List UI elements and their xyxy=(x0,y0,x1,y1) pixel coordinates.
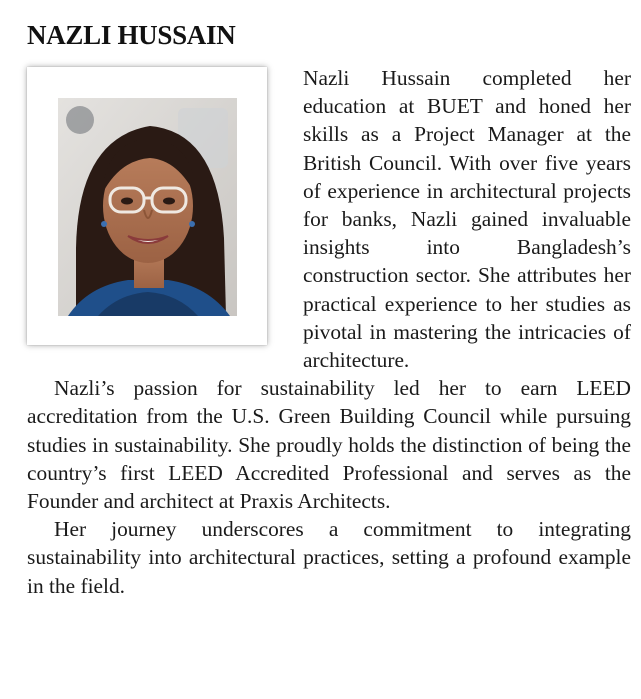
article-body xyxy=(27,64,631,600)
portrait-frame xyxy=(27,67,267,345)
portrait-illustration xyxy=(58,98,237,316)
paragraph-2: Nazli’s passion for sustainability led her to earn LEED accreditation from the U.S. Green Building Council while pursuing studies in sustainability. She proudly holds the distinction of being the country’s first LEED Accredited Professional and serves as the Founder and architect at Praxis Architects. xyxy=(27,376,631,514)
article-heading: NAZLI HUSSAIN xyxy=(27,20,236,50)
portrait-photo xyxy=(58,98,237,316)
paragraph-1: Nazli Hussain completed her education at BUET and honed her skills as a Project Manager at the British Council. With over five years of experience in architectural projects for banks, Nazli gained invaluable insights into Bangladesh’s construction sector. She attributes her practical experience to her studies as pivotal in mastering the intricacies of architecture. xyxy=(303,66,631,373)
paragraph-3: Her journey underscores a commitment to integrating sustainability into architectural practices, setting a profound example in the field. xyxy=(27,517,631,598)
